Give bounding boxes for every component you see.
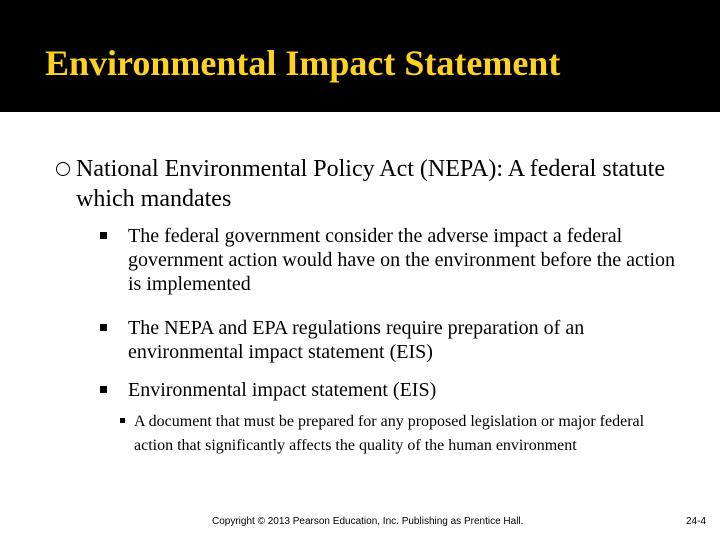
bullet-level1 [56, 154, 666, 214]
title-bar [0, 0, 720, 112]
bullet-text: Environmental impact statement (EIS) [128, 379, 437, 401]
bullet-level2 [100, 378, 680, 402]
hollow-circle-bullet-icon [56, 162, 70, 176]
square-bullet-icon [120, 418, 125, 423]
bullet-text: The federal government consider the adverse impact a federal government action would have on the environment before the action is implemented [128, 225, 676, 295]
slide-content [0, 112, 720, 540]
bullet-text: The NEPA and EPA regulations require preparation of an environmental impact statement (EIS) [128, 317, 585, 363]
bullet-text: National Environmental Policy Act (NEPA): A federal statute which mandates [76, 156, 665, 212]
bullet-level2 [100, 224, 680, 296]
bullet-text: A document that must be prepared for any proposed legislation or major federal action that significantly affects the quality of the human environment [134, 413, 645, 454]
square-bullet-icon [100, 324, 107, 331]
page-number: 24-4 [685, 516, 706, 527]
bullet-level3 [120, 410, 665, 457]
slide-title: Environmental Impact Statement [45, 43, 561, 83]
square-bullet-icon [100, 232, 107, 239]
square-bullet-icon [100, 386, 107, 393]
copyright-footer: Copyright © 2013 Pearson Education, Inc. Publishing as Prentice Hall. [212, 516, 524, 527]
bullet-level2 [100, 316, 680, 364]
